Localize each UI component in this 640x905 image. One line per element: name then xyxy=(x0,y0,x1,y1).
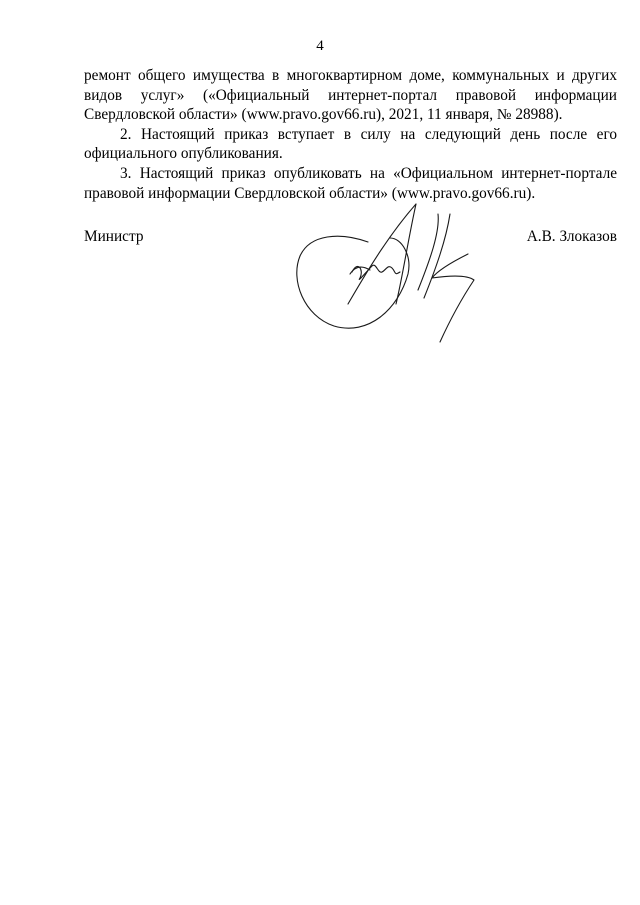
page-number: 4 xyxy=(316,38,324,54)
paragraph-item-2: 2. Настоящий приказ вступает в силу на следующий день после его официального опубликования. xyxy=(84,125,617,163)
paragraph-item-3: 3. Настоящий приказ опубликовать на «Официальном интернет-портале правовой информации Свердловской области» (www.pravo.gov66.ru). xyxy=(84,164,617,202)
handwritten-signature xyxy=(290,198,500,346)
paragraph-continuation: ремонт общего имущества в многоквартирном доме, коммунальных и других видов услуг» («Официальный интернет-портал правовой информации Свердловской области» (www.pravo.gov66.ru), 2021, 11 января, № 28988). xyxy=(84,67,617,124)
signatory-name: А.В. Злоказов xyxy=(526,228,617,245)
signatory-role: Министр xyxy=(84,228,144,245)
document-body xyxy=(84,66,617,203)
